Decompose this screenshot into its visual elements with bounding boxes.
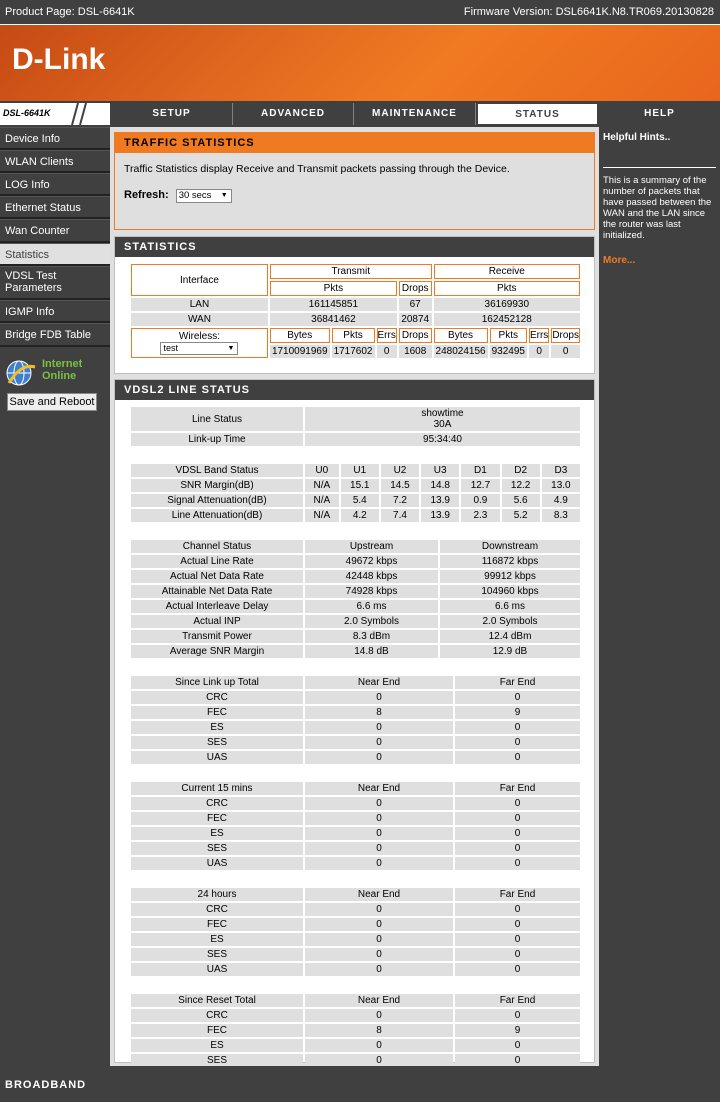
counter-cell: 0	[305, 691, 453, 704]
band-header-5: D1	[461, 464, 499, 477]
band-cell: 8.3	[542, 509, 580, 522]
wan-tx-pkts: 36841462	[270, 313, 397, 326]
banner	[0, 24, 720, 101]
wl-tx-drops: 1608	[399, 345, 432, 358]
counter-header: Near End	[305, 994, 453, 1007]
band-header-7: D3	[542, 464, 580, 477]
channel-cell: Transmit Power	[131, 630, 303, 643]
wan-rx-pkts: 162452128	[434, 313, 580, 326]
wl-tx-bytes: 1710091969	[271, 346, 328, 357]
lan-label: LAN	[131, 298, 268, 311]
table-row	[131, 298, 580, 311]
counter-cell: 0	[455, 751, 580, 764]
counter-cell: 0	[455, 903, 580, 916]
tx-wl-pkts-header: Pkts	[332, 328, 375, 343]
band-cell: 5.6	[502, 494, 540, 507]
channel-cell: 6.6 ms	[305, 600, 438, 613]
wl-tx-pkts: 1717602	[333, 346, 373, 357]
table-row	[131, 313, 580, 326]
counter-cell: 0	[455, 1039, 580, 1052]
tx-wl-drops-header: Drops	[399, 328, 432, 343]
counter-cell: UAS	[131, 751, 303, 764]
channel-cell: 12.9 dB	[440, 645, 580, 658]
internet-label: Internet	[42, 358, 83, 370]
tx-drops-header: Drops	[399, 281, 432, 296]
counter-table	[129, 780, 582, 872]
table-row	[131, 797, 580, 810]
tab-help[interactable]: HELP	[599, 103, 720, 125]
channel-cell: Average SNR Margin	[131, 645, 303, 658]
dlink-logo: D-Link	[12, 43, 106, 76]
linkup-value: 95:34:40	[305, 433, 580, 446]
wl-rx-pkts: 932495	[491, 346, 525, 357]
rx-errs-header: Errs	[529, 330, 549, 341]
counter-header: Near End	[305, 676, 453, 689]
table-row	[131, 736, 580, 749]
counter-header: Far End	[455, 994, 580, 1007]
sidebar-item-wan-counter[interactable]: Wan Counter	[0, 219, 110, 243]
channel-cell: 99912 kbps	[440, 570, 580, 583]
statistics-panel	[114, 236, 595, 374]
table-row	[131, 540, 580, 553]
counter-cell: 0	[305, 857, 453, 870]
table-row	[131, 494, 580, 507]
vdsl-line-status-panel	[114, 379, 595, 1066]
wan-tx-drops: 20874	[399, 313, 432, 326]
table-row	[131, 827, 580, 840]
counter-cell: 0	[455, 827, 580, 840]
sidebar-item-bridge-fdb[interactable]: Bridge FDB Table	[0, 323, 110, 347]
band-cell: Line Attenuation(dB)	[131, 509, 303, 522]
counter-cell: 0	[455, 963, 580, 976]
band-cell: 7.4	[381, 509, 419, 522]
table-row	[131, 948, 580, 961]
counter-header: Since Reset Total	[131, 994, 303, 1007]
channel-cell: 8.3 dBm	[305, 630, 438, 643]
counter-header: Current 15 mins	[131, 782, 303, 795]
band-cell: N/A	[305, 509, 339, 522]
online-label: Online	[42, 370, 77, 382]
band-cell: 5.2	[502, 509, 540, 522]
table-row	[131, 433, 580, 446]
linkup-label: Link-up Time	[131, 433, 303, 446]
table-row	[131, 994, 580, 1007]
vdsl-title: VDSL2 LINE STATUS	[115, 380, 594, 400]
band-header-0: VDSL Band Status	[131, 464, 303, 477]
statistics-table	[129, 262, 582, 360]
interface-header: Interface	[131, 264, 268, 296]
firmware-label: Firmware Version: DSL6641K.N8.TR069.20130828	[463, 6, 714, 18]
table-row	[131, 963, 580, 976]
counter-cell: UAS	[131, 963, 303, 976]
wl-rx-drops: 0	[551, 345, 580, 358]
tab-maintenance[interactable]: MAINTENANCE	[354, 103, 476, 125]
table-row	[131, 555, 580, 568]
table-row	[131, 464, 580, 477]
tx-errs-header: Errs	[377, 330, 396, 341]
band-cell: 2.3	[461, 509, 499, 522]
help-title: Helpful Hints..	[603, 132, 671, 143]
band-header-4: U3	[421, 464, 459, 477]
table-row	[131, 600, 580, 613]
counter-header: Since Link up Total	[131, 676, 303, 689]
table-row	[131, 1024, 580, 1037]
channel-cell: Actual Line Rate	[131, 555, 303, 568]
channel-cell: 14.8 dB	[305, 645, 438, 658]
model-label: DSL-6641K	[3, 108, 51, 118]
counter-cell: FEC	[131, 812, 303, 825]
transmit-header: Transmit	[270, 264, 432, 279]
sidebar-item-wlan-clients[interactable]: WLAN Clients	[0, 150, 110, 173]
counter-cell: 0	[305, 842, 453, 855]
sidebar-item-ethernet-status[interactable]: Ethernet Status	[0, 196, 110, 219]
table-row	[131, 676, 580, 689]
tab-status[interactable]: STATUS	[477, 103, 598, 125]
table-row	[131, 888, 580, 901]
table-row	[131, 706, 580, 719]
table-row	[131, 812, 580, 825]
table-row	[131, 264, 580, 279]
band-cell: N/A	[305, 479, 339, 492]
band-cell: 13.9	[421, 509, 459, 522]
counter-cell: SES	[131, 842, 303, 855]
band-cell: 0.9	[461, 494, 499, 507]
band-cell: 4.9	[542, 494, 580, 507]
band-cell: SNR Margin(dB)	[131, 479, 303, 492]
channel-cell: 6.6 ms	[440, 600, 580, 613]
rx-bytes-header: Bytes	[434, 328, 488, 343]
counter-cell: 0	[305, 963, 453, 976]
model-badge	[0, 103, 110, 125]
line-status-table	[129, 405, 582, 448]
tab-setup[interactable]: SETUP	[111, 103, 233, 125]
counter-cell: 0	[305, 721, 453, 734]
counter-cell: 0	[305, 1009, 453, 1022]
channel-status-table	[129, 538, 582, 660]
sidebar-item-igmp-info[interactable]: IGMP Info	[0, 300, 110, 323]
refresh-row	[124, 189, 585, 203]
help-panel	[599, 127, 720, 1066]
counter-cell: 8	[305, 1024, 453, 1037]
table-row	[131, 918, 580, 931]
more-link[interactable]: More...	[603, 255, 636, 266]
counter-cell: 0	[455, 736, 580, 749]
counter-header: Far End	[455, 782, 580, 795]
counter-cell: 0	[305, 751, 453, 764]
table-row	[131, 782, 580, 795]
counter-cell: UAS	[131, 857, 303, 870]
table-row	[131, 1009, 580, 1022]
internet-status-text	[42, 358, 82, 382]
band-cell: 13.9	[421, 494, 459, 507]
channel-cell: 74928 kbps	[305, 585, 438, 598]
counter-header: Far End	[455, 888, 580, 901]
table-row	[131, 751, 580, 764]
table-row	[131, 842, 580, 855]
counter-header: Near End	[305, 888, 453, 901]
footer	[0, 1066, 720, 1102]
counter-header: Near End	[305, 782, 453, 795]
counter-cell: ES	[131, 933, 303, 946]
counter-table	[129, 674, 582, 766]
counter-cell: 9	[455, 1024, 580, 1037]
table-row	[131, 479, 580, 492]
table-row	[131, 407, 580, 431]
statistics-title: STATISTICS	[115, 237, 594, 257]
rx-wl-pkts-header: Pkts	[490, 328, 527, 343]
band-cell: N/A	[305, 494, 339, 507]
chevron-down-icon: ▼	[227, 345, 235, 352]
counter-cell: CRC	[131, 1009, 303, 1022]
channel-cell: 49672 kbps	[305, 555, 438, 568]
counter-cell: 0	[305, 812, 453, 825]
wan-label: WAN	[131, 313, 268, 326]
counter-cell: CRC	[131, 691, 303, 704]
sidebar-item-statistics[interactable]: Statistics	[0, 243, 110, 266]
counter-cell: 0	[455, 842, 580, 855]
band-cell: 13.0	[542, 479, 580, 492]
help-text: This is a summary of the number of packets that have passed between the WAN and the LAN since the router was last initialized.	[603, 175, 712, 241]
counter-cell: 0	[305, 797, 453, 810]
product-label: Product Page: DSL-6641K	[5, 6, 135, 18]
counter-cell: 0	[305, 827, 453, 840]
counter-cell: ES	[131, 1039, 303, 1052]
counter-cell: 0	[305, 736, 453, 749]
table-row	[131, 328, 580, 343]
band-cell: 14.5	[381, 479, 419, 492]
counter-cell: SES	[131, 1054, 303, 1067]
counter-cell: 0	[455, 691, 580, 704]
table-row	[131, 615, 580, 628]
counter-cell: 0	[455, 812, 580, 825]
band-cell: 14.8	[421, 479, 459, 492]
band-header-3: U2	[381, 464, 419, 477]
line-status-label: Line Status	[131, 407, 303, 431]
band-status-table	[129, 462, 582, 524]
refresh-value: 30 secs	[178, 190, 212, 201]
rx-pkts-header: Pkts	[434, 281, 580, 296]
help-divider	[603, 167, 716, 168]
counter-cell: 0	[305, 948, 453, 961]
counter-cell: 0	[455, 933, 580, 946]
channel-cell: 104960 kbps	[440, 585, 580, 598]
band-cell: 12.7	[461, 479, 499, 492]
channel-cell: 116872 kbps	[440, 555, 580, 568]
counter-cell: 0	[305, 903, 453, 916]
tab-advanced[interactable]: ADVANCED	[233, 103, 354, 125]
counter-cell: 0	[455, 721, 580, 734]
slash-decoration-icon	[58, 103, 98, 125]
channel-cell: Actual INP	[131, 615, 303, 628]
wl-rx-bytes: 248024156	[435, 346, 486, 357]
counter-cell: SES	[131, 948, 303, 961]
counter-cell: CRC	[131, 797, 303, 810]
traffic-description: Traffic Statistics display Receive and Transmit packets passing through the Device.	[124, 163, 510, 175]
band-cell: 4.2	[341, 509, 379, 522]
counter-cell: 9	[455, 706, 580, 719]
table-row	[131, 933, 580, 946]
traffic-statistics-panel	[114, 132, 595, 230]
band-cell: 5.4	[341, 494, 379, 507]
table-row	[131, 585, 580, 598]
broadband-label: BROADBAND	[5, 1079, 87, 1091]
ssid-value: test	[163, 343, 178, 353]
channel-cell: Attainable Net Data Rate	[131, 585, 303, 598]
sidebar	[0, 127, 110, 347]
channel-cell: Actual Interleave Delay	[131, 600, 303, 613]
line-status-value2: 30A	[433, 419, 452, 430]
band-cell: 12.2	[502, 479, 540, 492]
counter-cell: ES	[131, 827, 303, 840]
counter-cell: 0	[305, 1039, 453, 1052]
wireless-cell	[131, 328, 268, 358]
table-row	[131, 721, 580, 734]
counter-header: 24 hours	[131, 888, 303, 901]
ssid-select[interactable]	[160, 342, 238, 355]
counter-cell: 0	[455, 1009, 580, 1022]
channel-cell: 12.4 dBm	[440, 630, 580, 643]
tx-bytes-header: Bytes	[270, 328, 330, 343]
save-reboot-button[interactable]: Save and Reboot	[7, 393, 97, 411]
channel-cell: Actual Net Data Rate	[131, 570, 303, 583]
counter-cell: 0	[305, 933, 453, 946]
traffic-title: TRAFFIC STATISTICS	[115, 133, 594, 153]
counter-cell: FEC	[131, 918, 303, 931]
top-bar	[0, 0, 720, 24]
channel-header: Downstream	[440, 540, 580, 553]
table-row	[131, 570, 580, 583]
counter-cell: 0	[455, 1054, 580, 1067]
counter-cell: 0	[455, 948, 580, 961]
counter-cell: 0	[455, 857, 580, 870]
line-status-value	[305, 407, 580, 431]
counter-cell: FEC	[131, 1024, 303, 1037]
wireless-label: Wireless:	[178, 331, 221, 342]
table-row	[131, 691, 580, 704]
counter-cell: 0	[455, 797, 580, 810]
chevron-down-icon: ▼	[220, 192, 228, 199]
wl-tx-errs: 0	[377, 345, 397, 358]
counter-table	[129, 886, 582, 978]
channel-header: Channel Status	[131, 540, 303, 553]
band-cell: 15.1	[341, 479, 379, 492]
channel-cell: 2.0 Symbols	[440, 615, 580, 628]
counter-cell: 8	[305, 706, 453, 719]
sidebar-item-device-info[interactable]: Device Info	[0, 127, 110, 150]
band-cell: Signal Attenuation(dB)	[131, 494, 303, 507]
table-row	[131, 630, 580, 643]
tx-pkts-header: Pkts	[270, 281, 397, 296]
counter-cell: CRC	[131, 903, 303, 916]
band-header-1: U0	[305, 464, 339, 477]
counter-cell: SES	[131, 736, 303, 749]
sidebar-item-log-info[interactable]: LOG Info	[0, 173, 110, 196]
table-row	[131, 1039, 580, 1052]
counter-cell: 0	[305, 1054, 453, 1067]
lan-tx-pkts: 161145851	[270, 298, 397, 311]
rx-wl-drops-header: Drops	[552, 330, 579, 341]
refresh-label: Refresh:	[124, 189, 169, 201]
counter-cell: 0	[305, 918, 453, 931]
counter-cell: 0	[455, 918, 580, 931]
lan-tx-drops: 67	[399, 298, 432, 311]
main-content	[110, 127, 599, 1066]
counter-cell: ES	[131, 721, 303, 734]
counter-header: Far End	[455, 676, 580, 689]
globe-icon	[5, 359, 37, 389]
channel-header: Upstream	[305, 540, 438, 553]
receive-header: Receive	[434, 264, 580, 279]
refresh-select[interactable]	[176, 189, 232, 203]
sidebar-item-vdsl-test[interactable]: VDSL Test Parameters	[0, 266, 110, 300]
table-row	[131, 509, 580, 522]
table-row	[131, 645, 580, 658]
error-counters	[115, 674, 594, 1084]
channel-cell: 2.0 Symbols	[305, 615, 438, 628]
counter-cell: FEC	[131, 706, 303, 719]
band-header-2: U1	[341, 464, 379, 477]
band-header-6: D2	[502, 464, 540, 477]
table-row	[131, 903, 580, 916]
line-status-value1: showtime	[421, 408, 464, 419]
lan-rx-pkts: 36169930	[434, 298, 580, 311]
wl-rx-errs: 0	[529, 345, 549, 358]
channel-cell: 42448 kbps	[305, 570, 438, 583]
band-cell: 7.2	[381, 494, 419, 507]
table-row	[131, 857, 580, 870]
